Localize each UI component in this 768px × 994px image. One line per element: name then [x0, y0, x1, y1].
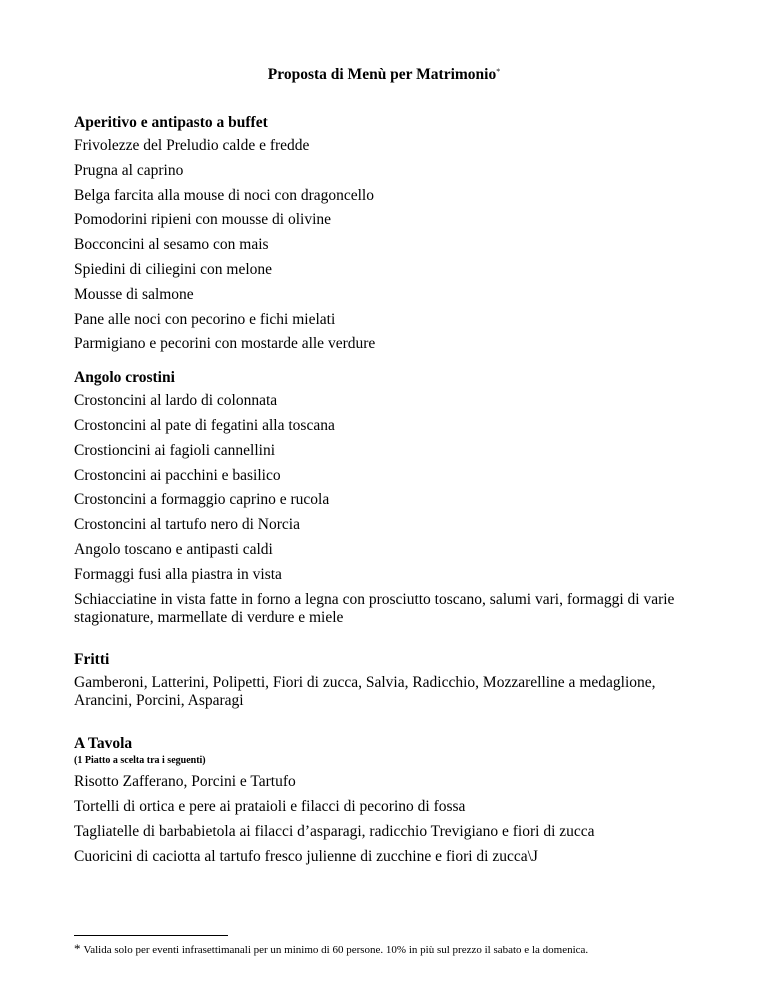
menu-item: Cuoricini di caciotta al tartufo fresco julienne di zucchine e fiori di zucca\J — [74, 847, 538, 865]
menu-item: Parmigiano e pecorini con mostarde alle verdure — [74, 335, 376, 353]
menu-item: Frivolezze del Preludio calde e fredde — [74, 137, 310, 154]
menu-item: Crostoncini al lardo di colonnata — [74, 392, 278, 410]
section-heading-tavola: A Tavola — [74, 735, 133, 753]
menu-item: Gamberoni, Latterini, Polipetti, Fiori di zucca, Salvia, Radicchio, Mozzarelline a medaglione, Arancini, Porcini, Asparagi — [74, 674, 656, 710]
menu-item: Crostoncini ai pacchini e basilico — [74, 466, 281, 484]
page-title — [0, 66, 768, 84]
title-text: Proposta di Menù per Matrimonio — [267, 66, 497, 83]
menu-content — [74, 114, 714, 872]
title-footnote-mark: * — [496, 67, 501, 76]
section-heading-fritti: Fritti — [74, 651, 110, 669]
menu-item: Tortelli di ortica e pere ai prataioli e filacci di pecorino di fossa — [74, 797, 466, 815]
section-note: (1 Piatto a scelta tra i seguenti) — [74, 755, 206, 767]
menu-item: Crostioncini ai fagioli cannellini — [74, 441, 276, 459]
footnote-mark: * — [74, 941, 81, 956]
menu-item: Crostoncini a formaggio caprino e rucola — [74, 491, 330, 509]
menu-item: Mousse di salmone — [74, 285, 194, 303]
menu-item: Belga farcita alla mouse di noci con dragoncello — [74, 186, 374, 204]
section-heading-aperitivo: Aperitivo e antipasto a buffet — [74, 114, 268, 131]
footnote-separator — [74, 935, 228, 936]
footnote — [74, 942, 714, 957]
menu-item: Bocconcini al sesamo con mais — [74, 236, 269, 254]
footnote-text: Valida solo per eventi infrasettimanali per un minimo di 60 persone. 10% in più sul prezzo il sabato e la domenica. — [83, 944, 589, 956]
menu-item: Schiacciatine in vista fatte in forno a legna con prosciutto toscano, salumi vari, formaggi di varie stagionature, marmellate di verdure e miele — [74, 590, 675, 626]
menu-item: Spiedini di ciliegini con melone — [74, 260, 273, 278]
menu-item: Crostoncini al pate di fegatini alla toscana — [74, 416, 335, 434]
menu-item: Pane alle noci con pecorino e fichi mielati — [74, 310, 336, 328]
menu-item: Tagliatelle di barbabietola ai filacci d’asparagi, radicchio Trevigiano e fiori di zucca — [74, 822, 595, 840]
menu-item: Pomodorini ripieni con mousse di olivine — [74, 211, 332, 229]
section-spacer — [74, 717, 714, 735]
menu-item: Risotto Zafferano, Porcini e Tartufo — [74, 773, 296, 791]
section-spacer — [74, 360, 714, 369]
section-spacer — [74, 633, 714, 651]
menu-item: Formaggi fusi alla piastra in vista — [74, 565, 282, 583]
section-heading-crostini: Angolo crostini — [74, 369, 175, 387]
menu-item: Angolo toscano e antipasti caldi — [74, 540, 273, 558]
menu-item: Crostoncini al tartufo nero di Norcia — [74, 516, 300, 534]
menu-item: Prugna al caprino — [74, 161, 184, 179]
